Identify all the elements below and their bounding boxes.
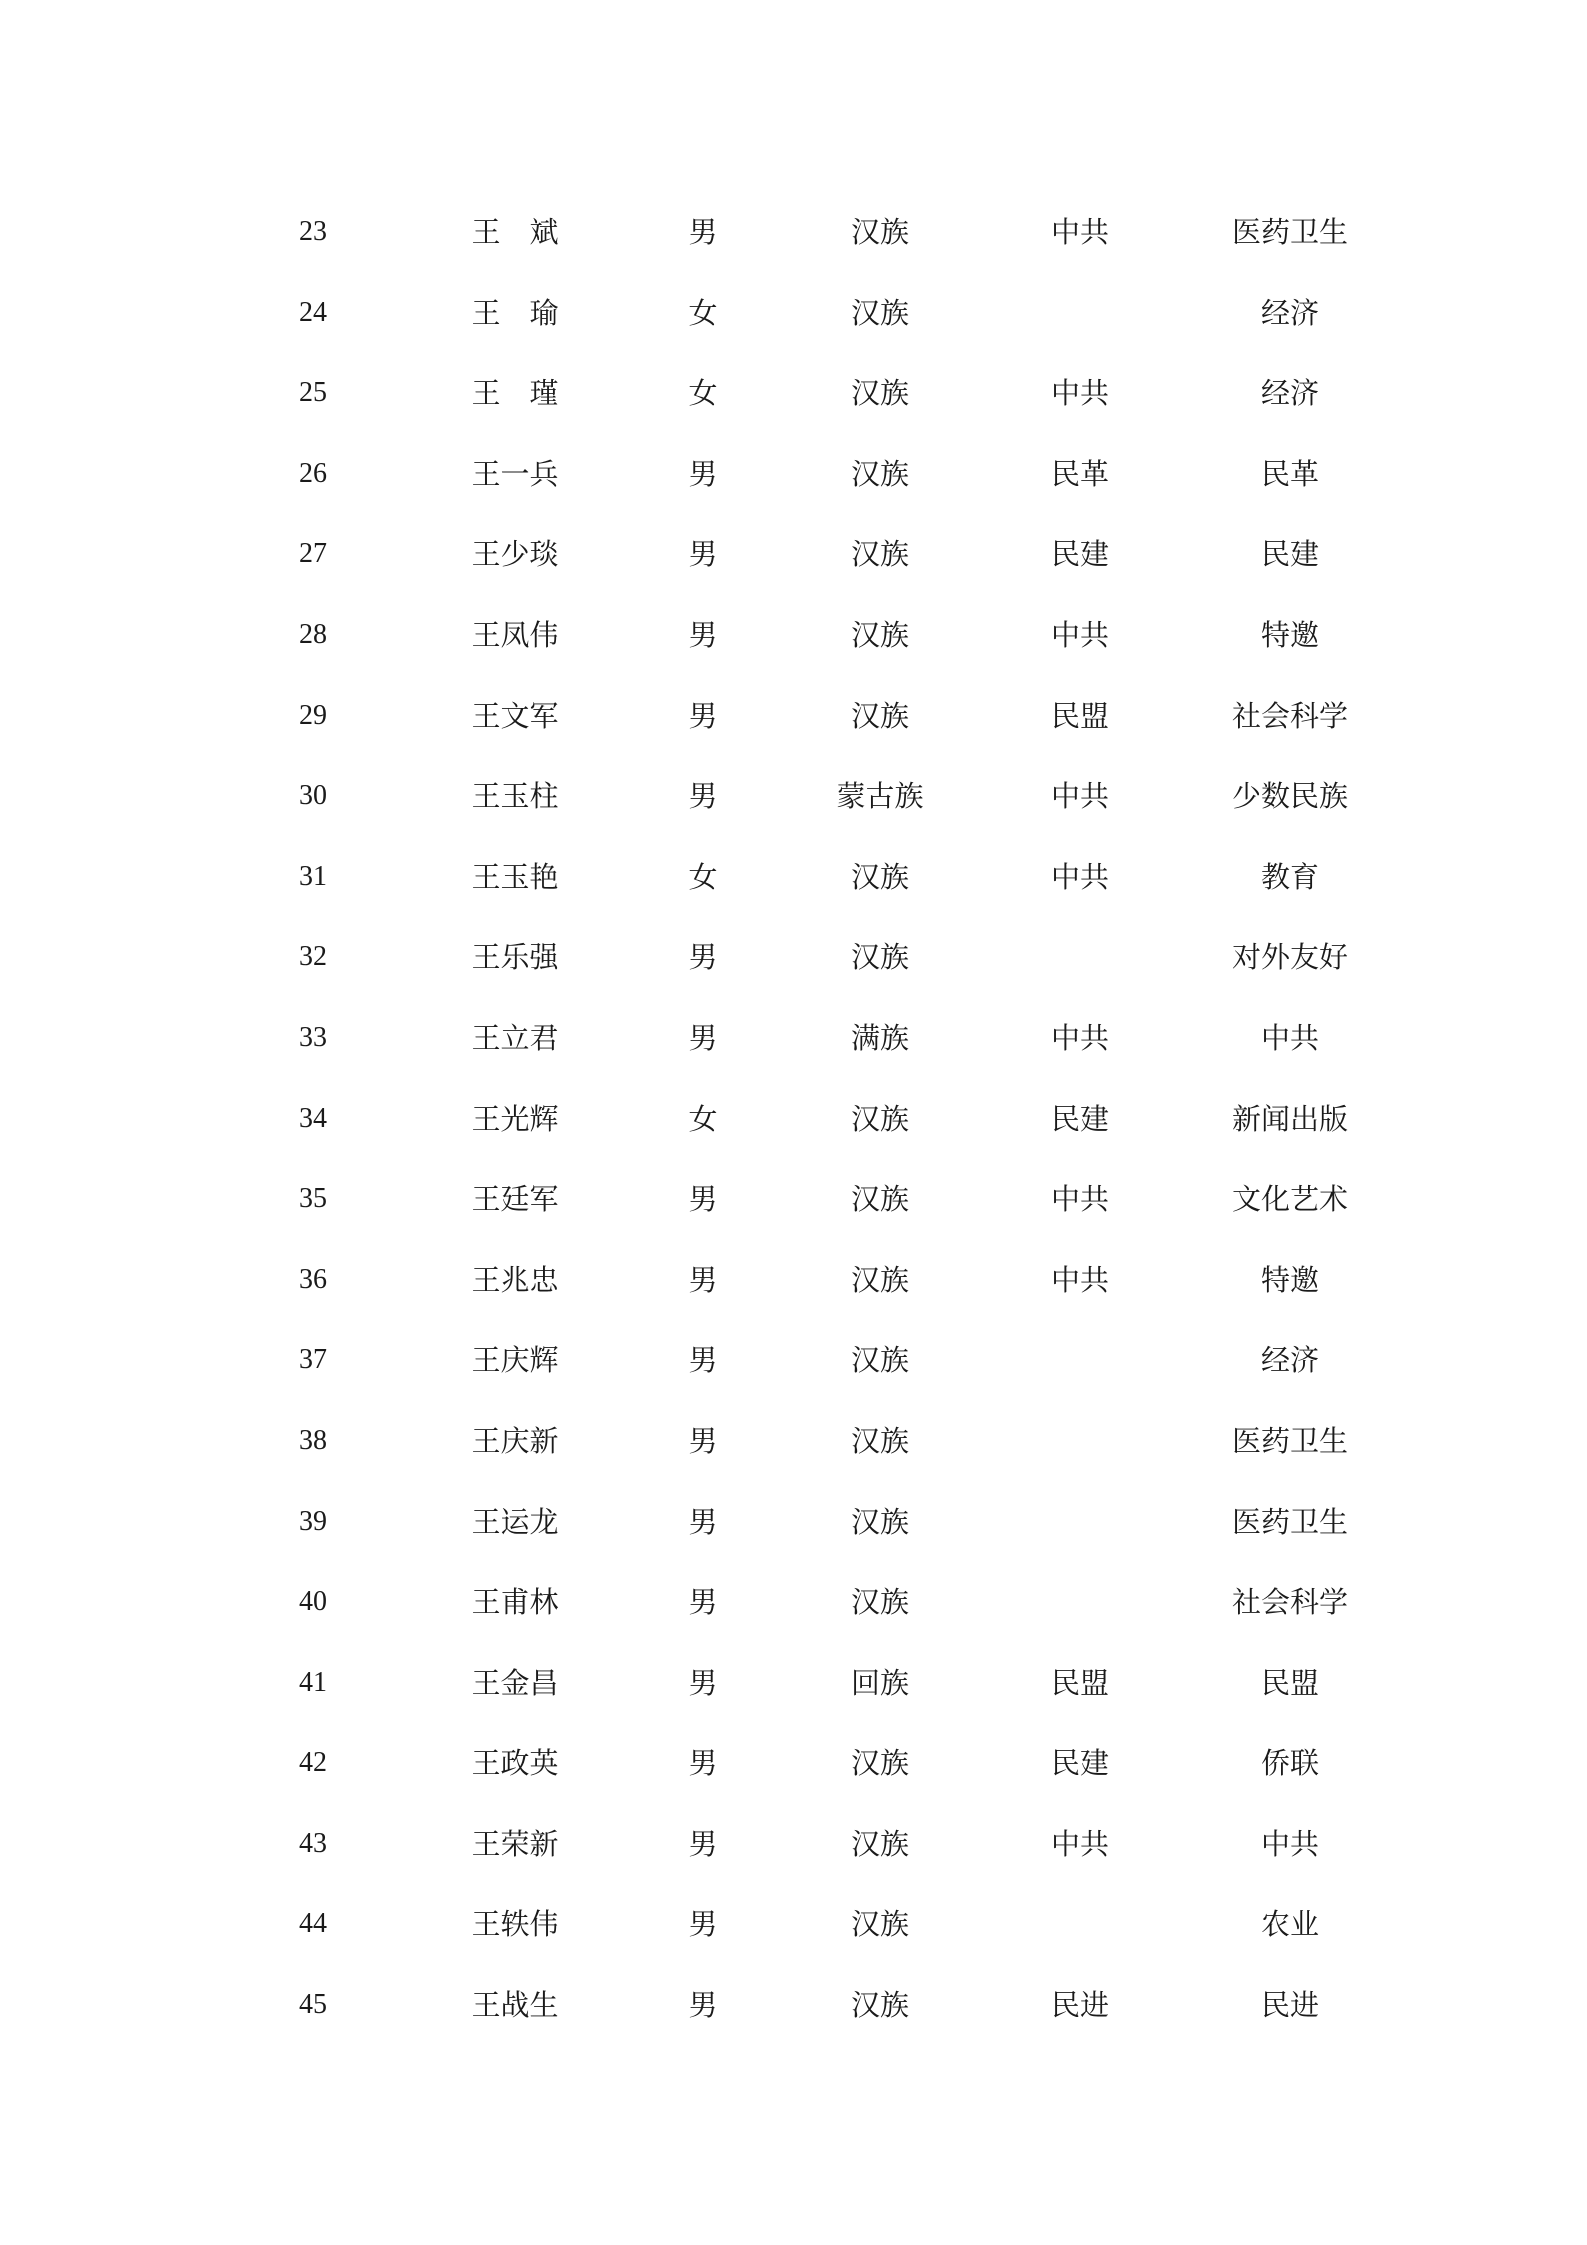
table-row	[260, 1804, 1370, 1885]
member-party	[980, 1884, 1180, 1965]
member-party: 中共	[1050, 859, 1109, 894]
member-name: 王文军	[471, 698, 559, 733]
member-name: 王庆辉	[471, 1343, 559, 1378]
table-row	[260, 514, 1370, 595]
member-party: 民盟	[1050, 1665, 1109, 1700]
member-name: 王政英	[471, 1746, 559, 1781]
member-party	[980, 273, 1180, 354]
member-name: 王荣新	[471, 1826, 559, 1861]
member-party: 中共	[1050, 1262, 1109, 1297]
member-ethnicity: 汉族	[850, 1826, 909, 1861]
table-row	[260, 1562, 1370, 1643]
member-ethnicity: 汉族	[850, 617, 909, 652]
member-sex: 男	[688, 698, 718, 733]
member-party	[980, 1320, 1180, 1401]
member-name: 王一兵	[471, 456, 559, 491]
member-ethnicity: 汉族	[850, 1182, 909, 1217]
member-name: 王玉艳	[471, 859, 559, 894]
row-number: 31	[299, 860, 327, 892]
member-sex: 男	[688, 1343, 718, 1378]
table-row	[260, 1159, 1370, 1240]
table-row	[260, 273, 1370, 354]
member-sector: 农业	[1260, 1907, 1319, 1942]
member-party: 中共	[1050, 376, 1109, 411]
member-party: 民建	[1050, 537, 1109, 572]
member-name: 王 瑜	[471, 295, 559, 330]
row-number: 39	[299, 1505, 327, 1537]
member-sex: 男	[688, 215, 718, 249]
row-number: 40	[299, 1586, 327, 1618]
member-sex: 男	[688, 779, 718, 814]
member-party: 中共	[1050, 215, 1109, 249]
member-sector: 医药卫生	[1231, 215, 1348, 249]
member-party: 民盟	[1050, 698, 1109, 733]
row-number: 25	[299, 377, 327, 409]
member-ethnicity: 汉族	[850, 940, 909, 975]
member-sector: 对外友好	[1231, 940, 1348, 975]
member-party: 中共	[1050, 1182, 1109, 1217]
table-row	[260, 676, 1370, 757]
member-ethnicity: 汉族	[850, 1262, 909, 1297]
member-sector: 社会科学	[1231, 1585, 1348, 1620]
member-name: 王少琰	[471, 537, 559, 572]
row-number: 32	[299, 941, 327, 973]
table-row	[260, 1320, 1370, 1401]
row-number: 33	[299, 1021, 327, 1053]
member-party	[980, 917, 1180, 998]
member-party: 民革	[1050, 456, 1109, 491]
table-row	[260, 1482, 1370, 1563]
row-number: 28	[299, 618, 327, 650]
row-number: 30	[299, 780, 327, 812]
member-name: 王 瑾	[471, 376, 559, 411]
member-ethnicity: 汉族	[850, 1746, 909, 1781]
member-party	[980, 1401, 1180, 1482]
member-sex: 男	[688, 1826, 718, 1861]
member-sex: 男	[688, 537, 718, 572]
table-row	[260, 595, 1370, 676]
member-sector: 社会科学	[1231, 698, 1348, 733]
member-name: 王轶伟	[471, 1907, 559, 1942]
member-name: 王凤伟	[471, 617, 559, 652]
member-name: 王甫林	[471, 1585, 559, 1620]
member-sex: 男	[688, 1585, 718, 1620]
member-sex: 女	[688, 295, 718, 330]
member-party: 民进	[1050, 1988, 1109, 2023]
member-sector: 教育	[1260, 859, 1319, 894]
member-sector: 侨联	[1260, 1746, 1319, 1781]
table-row	[260, 192, 1370, 273]
member-name: 王玉柱	[471, 779, 559, 814]
table-row	[260, 1723, 1370, 1804]
row-number: 23	[299, 216, 327, 247]
member-ethnicity: 汉族	[850, 1343, 909, 1378]
member-party	[980, 1562, 1180, 1643]
member-sex: 男	[688, 1746, 718, 1781]
table-row	[260, 1884, 1370, 1965]
member-sex: 男	[688, 1665, 718, 1700]
member-sector: 经济	[1260, 295, 1319, 330]
member-ethnicity: 汉族	[850, 215, 909, 249]
table-row	[260, 1965, 1370, 2046]
member-sex: 男	[688, 1262, 718, 1297]
table-row	[260, 917, 1370, 998]
member-sector: 医药卫生	[1231, 1504, 1348, 1539]
member-ethnicity: 汉族	[850, 859, 909, 894]
member-sector: 民进	[1260, 1988, 1319, 2023]
member-party: 中共	[1050, 1826, 1109, 1861]
row-number: 37	[299, 1344, 327, 1376]
member-sector: 中共	[1260, 1826, 1319, 1861]
member-sex: 男	[688, 1504, 718, 1539]
member-ethnicity: 汉族	[850, 1585, 909, 1620]
member-sector: 经济	[1260, 376, 1319, 411]
member-sector: 新闻出版	[1231, 1101, 1348, 1136]
table-row	[260, 837, 1370, 918]
table-row	[260, 434, 1370, 515]
row-number: 34	[299, 1102, 327, 1134]
member-sex: 男	[688, 1907, 718, 1942]
member-name: 王 斌	[471, 215, 559, 249]
member-name: 王金昌	[471, 1665, 559, 1700]
member-sector: 特邀	[1260, 617, 1319, 652]
member-ethnicity: 回族	[850, 1665, 909, 1700]
member-name: 王运龙	[471, 1504, 559, 1539]
row-number: 35	[299, 1183, 327, 1215]
member-party: 民建	[1050, 1101, 1109, 1136]
member-sector: 民盟	[1260, 1665, 1319, 1700]
row-number: 24	[299, 296, 327, 328]
member-name: 王廷军	[471, 1182, 559, 1217]
member-party: 中共	[1050, 1020, 1109, 1055]
member-sector: 民建	[1260, 537, 1319, 572]
member-party: 中共	[1050, 617, 1109, 652]
member-sex: 男	[688, 456, 718, 491]
member-sex: 女	[688, 859, 718, 894]
member-ethnicity: 汉族	[850, 1504, 909, 1539]
member-sector: 中共	[1260, 1020, 1319, 1055]
member-party	[980, 1482, 1180, 1563]
member-sex: 男	[688, 1423, 718, 1458]
member-ethnicity: 汉族	[850, 537, 909, 572]
member-name: 王光辉	[471, 1101, 559, 1136]
member-sector: 少数民族	[1231, 779, 1348, 814]
member-ethnicity: 汉族	[850, 295, 909, 330]
member-sex: 男	[688, 1182, 718, 1217]
member-ethnicity: 蒙古族	[836, 779, 924, 814]
row-number: 27	[299, 538, 327, 570]
member-sector: 医药卫生	[1231, 1423, 1348, 1458]
member-sex: 女	[688, 1101, 718, 1136]
member-party: 中共	[1050, 779, 1109, 814]
member-sector: 民革	[1260, 456, 1319, 491]
row-number: 44	[299, 1908, 327, 1940]
member-ethnicity: 汉族	[850, 1907, 909, 1942]
table-row	[260, 1643, 1370, 1724]
row-number: 29	[299, 699, 327, 731]
member-ethnicity: 汉族	[850, 376, 909, 411]
member-name: 王庆新	[471, 1423, 559, 1458]
member-ethnicity: 汉族	[850, 1101, 909, 1136]
row-number: 45	[299, 1989, 327, 2021]
member-sex: 男	[688, 1020, 718, 1055]
member-sex: 男	[688, 617, 718, 652]
member-ethnicity: 汉族	[850, 456, 909, 491]
member-roster	[260, 192, 1370, 2046]
table-row	[260, 756, 1370, 837]
member-party: 民建	[1050, 1746, 1109, 1781]
member-sex: 女	[688, 376, 718, 411]
table-row	[260, 353, 1370, 434]
row-number: 26	[299, 457, 327, 489]
member-ethnicity: 汉族	[850, 1988, 909, 2023]
member-ethnicity: 汉族	[850, 698, 909, 733]
member-sex: 男	[688, 1988, 718, 2023]
member-name: 王乐强	[471, 940, 559, 975]
table-row	[260, 1240, 1370, 1321]
row-number: 41	[299, 1666, 327, 1698]
table-row	[260, 1401, 1370, 1482]
row-number: 36	[299, 1263, 327, 1295]
row-number: 38	[299, 1424, 327, 1456]
member-ethnicity: 汉族	[850, 1423, 909, 1458]
member-sector: 特邀	[1260, 1262, 1319, 1297]
table-row	[260, 1079, 1370, 1160]
member-sex: 男	[688, 940, 718, 975]
row-number: 43	[299, 1827, 327, 1859]
row-number: 42	[299, 1747, 327, 1779]
member-name: 王兆忠	[471, 1262, 559, 1297]
member-name: 王立君	[471, 1020, 559, 1055]
member-sector: 经济	[1260, 1343, 1319, 1378]
member-name: 王战生	[471, 1988, 559, 2023]
table-row	[260, 998, 1370, 1079]
member-ethnicity: 满族	[850, 1020, 909, 1055]
member-sector: 文化艺术	[1231, 1182, 1348, 1217]
